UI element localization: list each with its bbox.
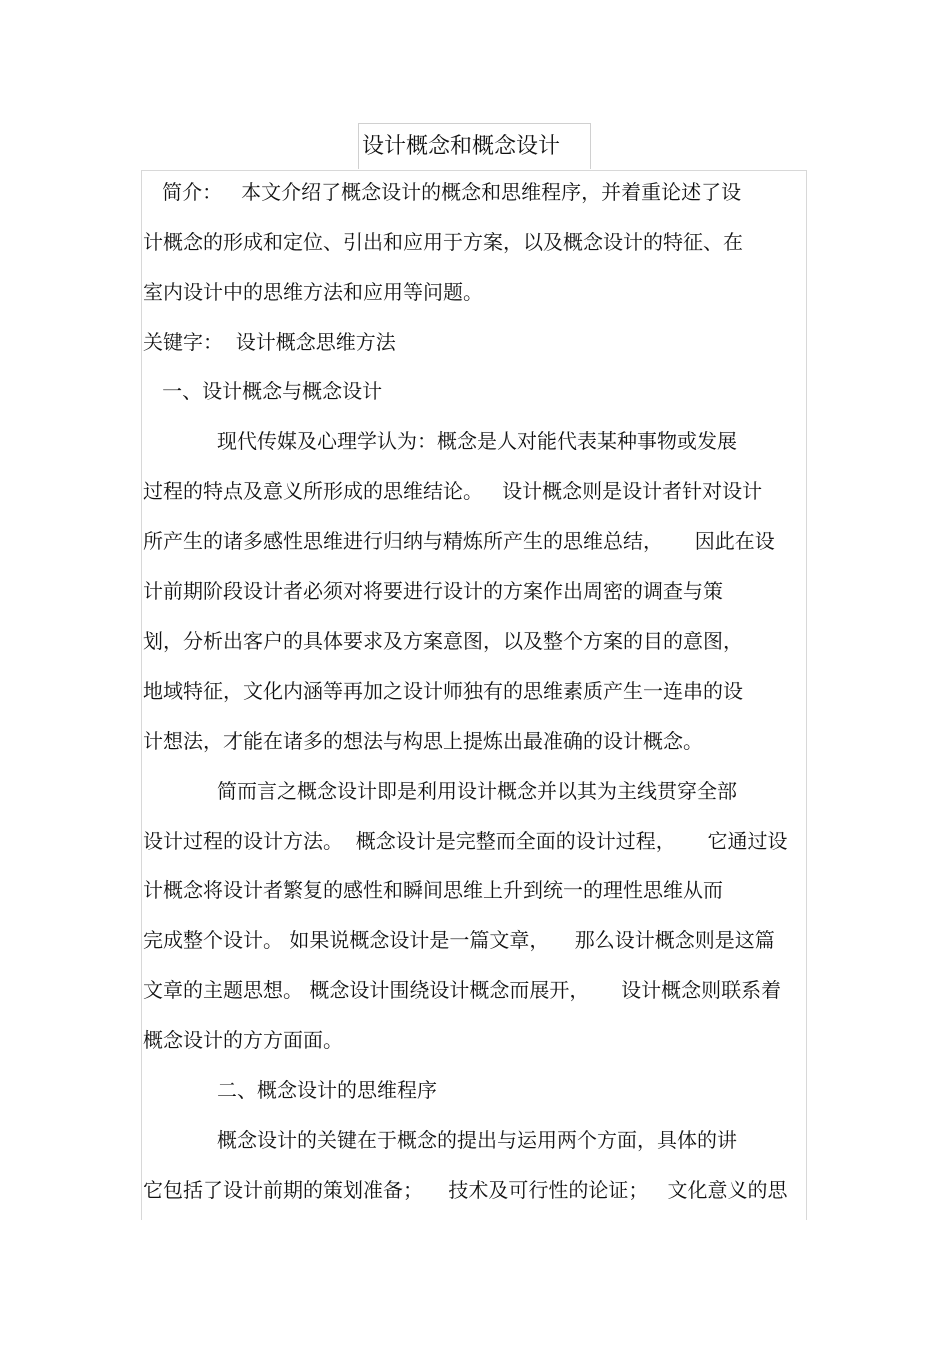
paragraph-line: 完成整个设计。 如果说概念设计是一篇文章， 那么设计概念则是这篇 (143, 928, 775, 952)
paragraph-line: 室内设计中的思维方法和应用等问题。 (143, 280, 483, 304)
paragraph-line: 计概念的形成和定位、引出和应用于方案，以及概念设计的特征、在 (143, 230, 743, 254)
paragraph-line: 关键字： 设计概念思维方法 (143, 330, 396, 354)
paragraph-line: 地域特征，文化内涵等再加之设计师独有的思维素质产生一连串的设 (143, 679, 743, 703)
paragraph-line: 简而言之概念设计即是利用设计概念并以其为主线贯穿全部 (217, 779, 737, 803)
paragraph-line: 简介： 本文介绍了概念设计的概念和思维程序，并着重论述了设 (143, 180, 742, 204)
paragraph-line: 所产生的诸多感性思维进行归纳与精炼所产生的思维总结， 因此在设 (143, 529, 775, 553)
paragraph-line: 计想法，才能在诸多的想法与构思上提炼出最准确的设计概念。 (143, 729, 703, 753)
paragraph-line: 文章的主题思想。 概念设计围绕设计概念而展开， 设计概念则联系着 (143, 978, 782, 1002)
paragraph-line: 设计过程的设计方法。 概念设计是完整而全面的设计过程， 它通过设 (143, 829, 788, 853)
paragraph-line: 它包括了设计前期的策划准备； 技术及可行性的论证； 文化意义的思 (143, 1178, 788, 1202)
paragraph-line: 概念设计的关键在于概念的提出与运用两个方面，具体的讲 (217, 1128, 737, 1152)
paragraph-line: 过程的特点及意义所形成的思维结论。 设计概念则是设计者针对设计 (143, 479, 763, 503)
paragraph-line: 计概念将设计者繁复的感性和瞬间思维上升到统一的理性思维从而 (143, 878, 723, 902)
paragraph-line: 计前期阶段设计者必须对将要进行设计的方案作出周密的调查与策 (143, 579, 723, 603)
paragraph-line: 现代传媒及心理学认为：概念是人对能代表某种事物或发展 (217, 429, 737, 453)
paragraph-line: 一、设计概念与概念设计 (143, 379, 383, 403)
paragraph-line: 划，分析出客户的具体要求及方案意图，以及整个方案的目的意图， (143, 629, 743, 653)
document-title: 设计概念和概念设计 (358, 123, 591, 169)
paragraph-line: 二、概念设计的思维程序 (217, 1078, 437, 1102)
paragraph-line: 概念设计的方方面面。 (143, 1028, 343, 1052)
